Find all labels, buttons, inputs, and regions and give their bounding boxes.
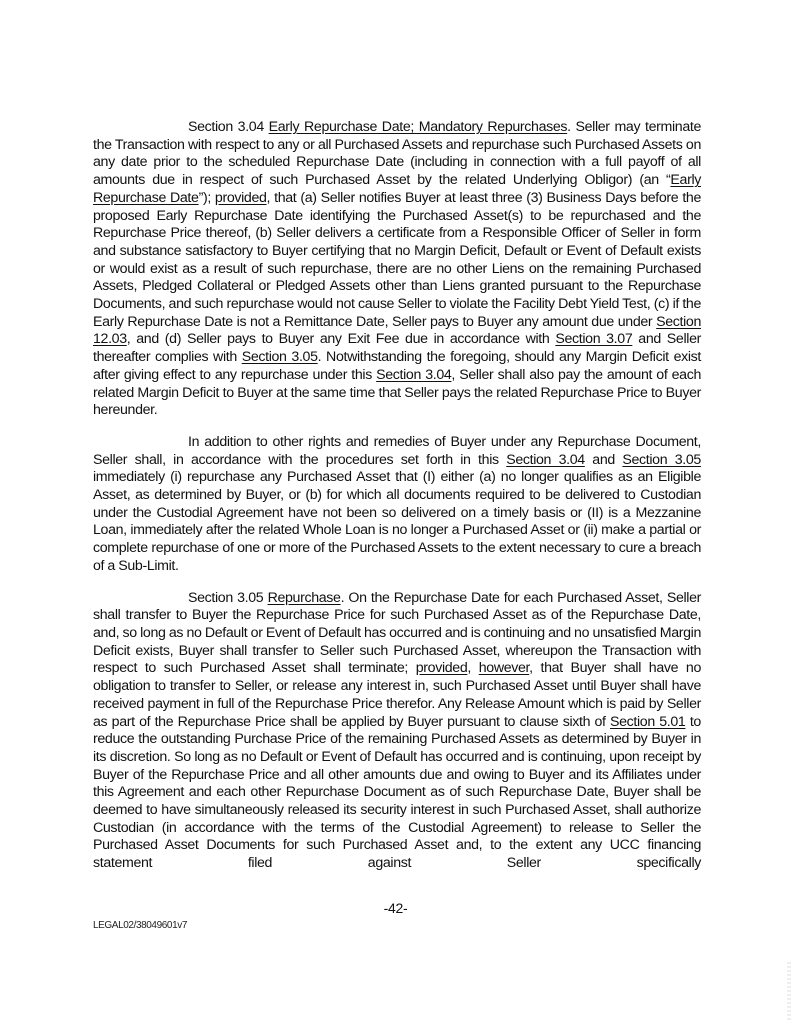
text-run: ”);	[198, 189, 215, 206]
text-run: In addition to other rights and remedies of Buyer under any Repurchase Document, Seller shall, in accordance with the procedures set forth in this	[93, 433, 701, 468]
text-run: , that (a) Seller notifies Buyer at least three (3) Business Days before the proposed Early Repurchase Date identifying the Purchased Asset(s) to be repurchased and the Repurchase Price thereof, (b) Seller delivers a certificate from a Responsible Officer of Seller in form and substance satisfactory to Buyer certifying that no Margin Deficit, Default or Event of Default exists or would exist as a result of such repurchase, there are no other Liens on the remaining Purchased Assets, Pledged Collateral or Pledged Assets other than Liens granted pursuant to the Repurchase Documents, and such repurchase would not cause Seller to violate the Facility Debt Yield Test, (c) if the Early Repurchase Date is not a Remittance Date, Seller pays to Buyer any amount due under	[93, 189, 701, 330]
cross-reference: Section 3.04	[376, 366, 452, 383]
text-run: . On the Repurchase Date for each Purchased Asset, Seller shall transfer to Buyer the Repurchase Price for such Purchased Asset as of the Repurchase Date, and, so long as no Default or Event of Default has occurred and is continuing and no unsatisfied Margin Deficit exists, Buyer shall transfer to Seller such Purchased Asset, whereupon the Transaction with respect to such Purchased Asset shall terminate;	[93, 589, 702, 677]
page-number: -42-	[383, 900, 408, 916]
cross-reference: provided	[415, 660, 468, 677]
document-body	[93, 119, 701, 873]
text-run: ,	[467, 660, 479, 677]
paragraph-section-3-05	[93, 590, 701, 873]
text-run: immediately (i) repurchase any Purchased Asset that (I) either (a) no longer qualifies as an Eligible Asset, as determined by Buyer, or (b) for which all documents required to be delivered to Custodian under the Custodial Agreement have not been so delivered on a timely basis or (II) is a Mezzanine Loan, immediately after the related Whole Loan is no longer a Purchased Asset or (ii) make a partial or complete repurchase of one or more of the Purchased Assets to the extent necessary to cure a breach of a Sub-Limit.	[93, 469, 701, 574]
cross-reference: Section 3.04	[506, 451, 585, 468]
text-run: Section 3.04	[188, 119, 269, 135]
cross-reference: Section 3.05	[622, 451, 701, 468]
text-run: and	[584, 451, 623, 468]
text-run: . Notwithstanding the foregoing, should any Margin Deficit exist after giving effect to any repurchase under this	[93, 349, 701, 383]
text-run: , Seller shall also pay the amount of each related Margin Deficit to Buyer at the same time that Seller pays the related Repurchase Price to Buyer hereunder.	[93, 366, 701, 419]
text-run: Section 3.05	[188, 589, 268, 606]
cross-reference: Early Repurchase Date	[93, 172, 701, 206]
document-id: LEGAL02/38049601v7	[93, 920, 187, 931]
cross-reference: provided	[214, 189, 267, 206]
text-run: , and (d) Seller pays to Buyer any Exit Fee due in accordance with	[126, 331, 556, 348]
scan-artifact	[787, 960, 791, 1020]
text-run: , that Buyer shall have no obligation to transfer to Seller, or release any interest in, such Purchased Asset until Buyer shall have received payment in full of the Repurchase Price therefor. Any Release Amount which is paid by Seller as part of the Repurchase Price shall be applied by Buyer pursuant to clause sixth of	[93, 660, 701, 730]
text-run: and Seller thereafter complies with	[93, 331, 701, 366]
text-run: . Seller may terminate the Transaction with respect to any or all Purchased Assets and repurchase such Purchased Assets on any date prior to the scheduled Repurchase Date (including in connection with a full payoff of all amounts due in respect of such Purchased Asset by the related Underlying Obligor) (an “	[93, 119, 701, 189]
paragraph-mandatory-repurchase	[93, 434, 701, 576]
cross-reference: Section 5.01	[610, 713, 686, 730]
text-run: to reduce the outstanding Purchase Price of the remaining Purchased Assets as determined by Buyer in its discretion. So long as no Default or Event of Default has occurred and is continuing, upon receipt by Buyer of the Repurchase Price and all other amounts due and owing to Buyer and its Affiliates under this Agreement and each other Repurchase Document as of such Repurchase Date, Buyer shall be deemed to have simultaneously released its security interest in such Purchased Asset, shall authorize Custodian (in accordance with the terms of the Custodial Agreement) to release to Seller the Purchased Asset Documents for such Purchased Asset and, to the extent any UCC financing statement filed against Seller specifically	[93, 713, 701, 872]
cross-reference: however	[478, 660, 530, 677]
cross-reference: Section 3.07	[555, 331, 633, 348]
cross-reference: Repurchase	[267, 589, 341, 606]
paragraph-section-3-04	[93, 119, 701, 420]
cross-reference: Section 12.03	[93, 313, 701, 348]
cross-reference: Section 3.05	[241, 349, 318, 366]
cross-reference: Early Repurchase Date; Mandatory Repurchases	[268, 119, 568, 135]
